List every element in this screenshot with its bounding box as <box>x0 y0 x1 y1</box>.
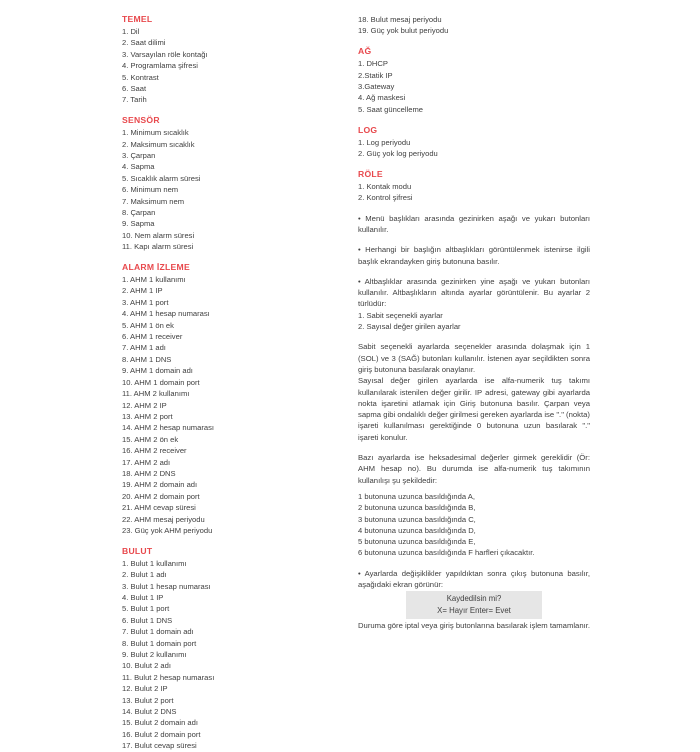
list-item: 2. Bulut 1 adı <box>122 570 167 580</box>
list-item: 8. Bulut 1 domain port <box>122 638 197 648</box>
list-item: 22. AHM mesaj periyodu <box>122 514 205 524</box>
section-list-sensor <box>122 127 327 252</box>
save-confirm-dialog <box>406 591 542 619</box>
list-item: 3. Bulut 1 hesap numarası <box>122 581 211 591</box>
list-item: 3.Gateway <box>358 82 395 92</box>
list-item: 1. Bulut 1 kullanımı <box>122 558 187 568</box>
list-item: 21. AHM cevap süresi <box>122 503 196 513</box>
list-item: 1. Minimum sıcaklık <box>122 128 189 138</box>
list-item: 14. AHM 2 hesap numarası <box>122 423 215 433</box>
list-item: 11. Bulut 2 hesap numarası <box>122 672 215 682</box>
list-item: 5. Bulut 1 port <box>122 604 170 614</box>
list-item: 8. AHM 1 DNS <box>122 354 172 364</box>
list-item: 4. Bulut 1 IP <box>122 593 164 602</box>
right-column <box>358 14 590 640</box>
instruction-paragraph-save-prompt: • Ayarlarda değişiklikler yapıldıktan sonra çıkış butonuna basılır, aşağıdaki ekran görünür: <box>358 568 590 589</box>
list-item: 9. Bulut 2 kullanımı <box>122 650 187 660</box>
list-item: 2 butonuna uzunca basıldığında B, <box>358 503 476 513</box>
list-item: 4 butonuna uzunca basıldığında D, <box>358 525 476 535</box>
instruction-paragraph-subheadings: • Herhangi bir başlığın altbaşlıkları görüntülenmek istenirse ilgili başlık ekrandayken giriş butonuna basılır. <box>358 245 590 266</box>
list-item: 19. AHM 2 domain adı <box>122 480 198 490</box>
list-item: 15. AHM 2 ön ek <box>122 434 179 444</box>
list-item: 7. Tarih <box>122 95 147 105</box>
list-item: 2. AHM 1 IP <box>122 286 163 296</box>
list-item: 6. Saat <box>122 83 147 93</box>
list-item: 4. AHM 1 hesap numarası <box>122 309 210 319</box>
section-heading-ag: AĞ <box>358 46 372 57</box>
section-list-ag <box>358 58 590 115</box>
list-item: 17. Bulut cevap süresi <box>122 741 197 751</box>
list-item: 3. Varsayılan röle kontağı <box>122 49 208 59</box>
list-item: 17. AHM 2 adı <box>122 457 171 467</box>
list-item: 11. AHM 2 kullanımı <box>122 389 190 399</box>
list-item: 5. Sıcaklık alarm süresi <box>122 173 201 183</box>
list-item: 19. Güç yok bulut periyodu <box>358 26 449 36</box>
list-item: 1. Sabit seçenekli ayarlar <box>358 310 443 320</box>
list-item: 1. Log periyodu <box>358 137 411 147</box>
list-item: 5. AHM 1 ön ek <box>122 320 174 330</box>
section-list-alarm-izleme <box>122 274 327 536</box>
list-item: 15. Bulut 2 domain adı <box>122 718 198 728</box>
list-item: 7. AHM 1 adı <box>122 343 166 353</box>
instruction-paragraph-navigation: • Menü başlıkları arasında gezinirken aşağı ve yukarı butonları kullanılır. <box>358 213 590 234</box>
list-item: 12. AHM 2 IP <box>122 400 167 410</box>
list-item: 2. Maksimum sıcaklık <box>122 139 195 149</box>
list-item: 16. Bulut 2 domain port <box>122 729 201 739</box>
instruction-paragraph-fixed-options: Sabit seçenekli ayarlarda seçenekler arasında dolaşmak için 1 (SOL) ve 3 (SAĞ) butonları kullanılır. İstenen ayar seçildikten sonra giriş butonuna basılarak onaylanır. <box>358 342 590 374</box>
list-item: 12. Bulut 2 IP <box>122 684 168 694</box>
list-item: 1. AHM 1 kullanımı <box>122 275 186 285</box>
instruction-paragraph-hexadecimal: Bazı ayarlarda ise heksadesimal değerler girmek gereklidir (Ör: AHM hesap no). Bu durumda ise alfa-numerik tuş takımının kullanılışı şu şekildedir: <box>358 453 590 485</box>
list-item: 4. Sapma <box>122 162 155 172</box>
section-heading-temel: TEMEL <box>122 14 153 24</box>
list-item: 8. Çarpan <box>122 208 156 217</box>
list-item: 10. AHM 1 domain port <box>122 377 200 387</box>
list-item: 4. Programlama şifresi <box>122 61 198 71</box>
section-list-role <box>358 181 590 204</box>
list-item: 6. Minimum nem <box>122 185 179 195</box>
section-heading-bulut: BULUT <box>122 545 153 556</box>
list-item: 5 butonuna uzunca basıldığında E, <box>358 537 476 547</box>
list-item: 10. Bulut 2 adı <box>122 661 171 671</box>
list-item: 2. Sayısal değer girilen ayarlar <box>358 322 461 332</box>
dialog-key-hints: X= Hayır Enter= Evet <box>437 605 511 615</box>
list-item: 3. AHM 1 port <box>122 297 169 307</box>
list-item: 6. Bulut 1 DNS <box>122 615 173 625</box>
list-item: 7. Bulut 1 domain adı <box>122 627 194 637</box>
list-item: 1 butonuna uzunca basıldığında A, <box>358 491 475 501</box>
section-heading-log: LOG <box>358 124 378 135</box>
spacer <box>358 204 590 213</box>
setting-types-list <box>358 310 590 333</box>
dialog-question: Kaydedilsin mi? <box>446 594 502 604</box>
list-item: 6. AHM 1 receiver <box>122 332 183 342</box>
list-item: 2. Saat dilimi <box>122 38 166 48</box>
list-item: 18. Bulut mesaj periyodu <box>358 15 442 24</box>
list-item: 14. Bulut 2 DNS <box>122 707 177 717</box>
list-item: 13. Bulut 2 port <box>122 695 174 705</box>
list-item: 10. Nem alarm süresi <box>122 230 195 240</box>
list-item: 11. Kapı alarm süresi <box>122 242 194 252</box>
instruction-paragraph-completion: Duruma göre iptal veya giriş butonlarına basılarak işlem tamamlanır. <box>358 620 591 630</box>
list-item: 7. Maksimum nem <box>122 196 185 206</box>
key-mapping-list <box>358 491 590 559</box>
list-item: 9. AHM 1 domain adı <box>122 366 193 376</box>
list-item: 1. Kontak modu <box>358 181 412 191</box>
section-list-temel <box>122 26 327 106</box>
section-list-bulut <box>122 558 327 752</box>
section-heading-sensor: SENSÖR <box>122 115 160 126</box>
section-list-bulut-continued <box>358 14 590 37</box>
list-item: 2. Güç yok log periyodu <box>358 149 438 159</box>
list-item: 18. AHM 2 DNS <box>122 468 176 478</box>
list-item: 3. Çarpan <box>122 150 156 160</box>
list-item: 9. Sapma <box>122 219 155 229</box>
list-item: 1. Dil <box>122 26 140 36</box>
list-item: 4. Ağ maskesi <box>358 93 406 103</box>
list-item: 1. DHCP <box>358 59 388 69</box>
list-item: 2.Statik IP <box>358 70 393 80</box>
section-heading-alarm-izleme: ALARM İZLEME <box>122 262 190 273</box>
instruction-paragraph-numeric-values: Sayısal değer girilen ayarlarda ise alfa-numerik tuş takımı kullanılarak istenilen değer girilir. IP adresi, gateway gibi ayarlarda nokta işaretini atlamak için Giriş butonuna basılır. Çarpan veya sapma gibi ondalıklı değer girilmesi gereken ayarlarda ise "." (nokta) işareti kullanılması gerektiğinde 0 butonuna uzun basılarak "." işareti konulur. <box>358 376 590 442</box>
section-list-log <box>358 137 590 160</box>
list-item: 6 butonuna uzunca basıldığında F harfleri çıkacaktır. <box>358 548 535 558</box>
list-item: 3 butonuna uzunca basıldığında C, <box>358 514 476 524</box>
list-item: 20. AHM 2 domain port <box>122 491 200 501</box>
list-item: 5. Saat güncelleme <box>358 104 424 114</box>
list-item: 2. Kontrol şifresi <box>358 193 413 203</box>
list-item: 5. Kontrast <box>122 72 159 82</box>
left-column <box>122 14 327 752</box>
section-heading-role: RÖLE <box>358 168 383 179</box>
list-item: 16. AHM 2 receiver <box>122 446 187 456</box>
list-item: 23. Güç yok AHM periyodu <box>122 525 213 535</box>
list-item: 13. AHM 2 port <box>122 411 173 421</box>
instruction-paragraph-settings-types: • Altbaşlıklar arasında gezinirken yine aşağı ve yukarı butonları kullanılır. Altbaşlıkların altında ayarlar görüntülenir. Bu ayarlar 2 türlüdür: <box>358 276 590 309</box>
